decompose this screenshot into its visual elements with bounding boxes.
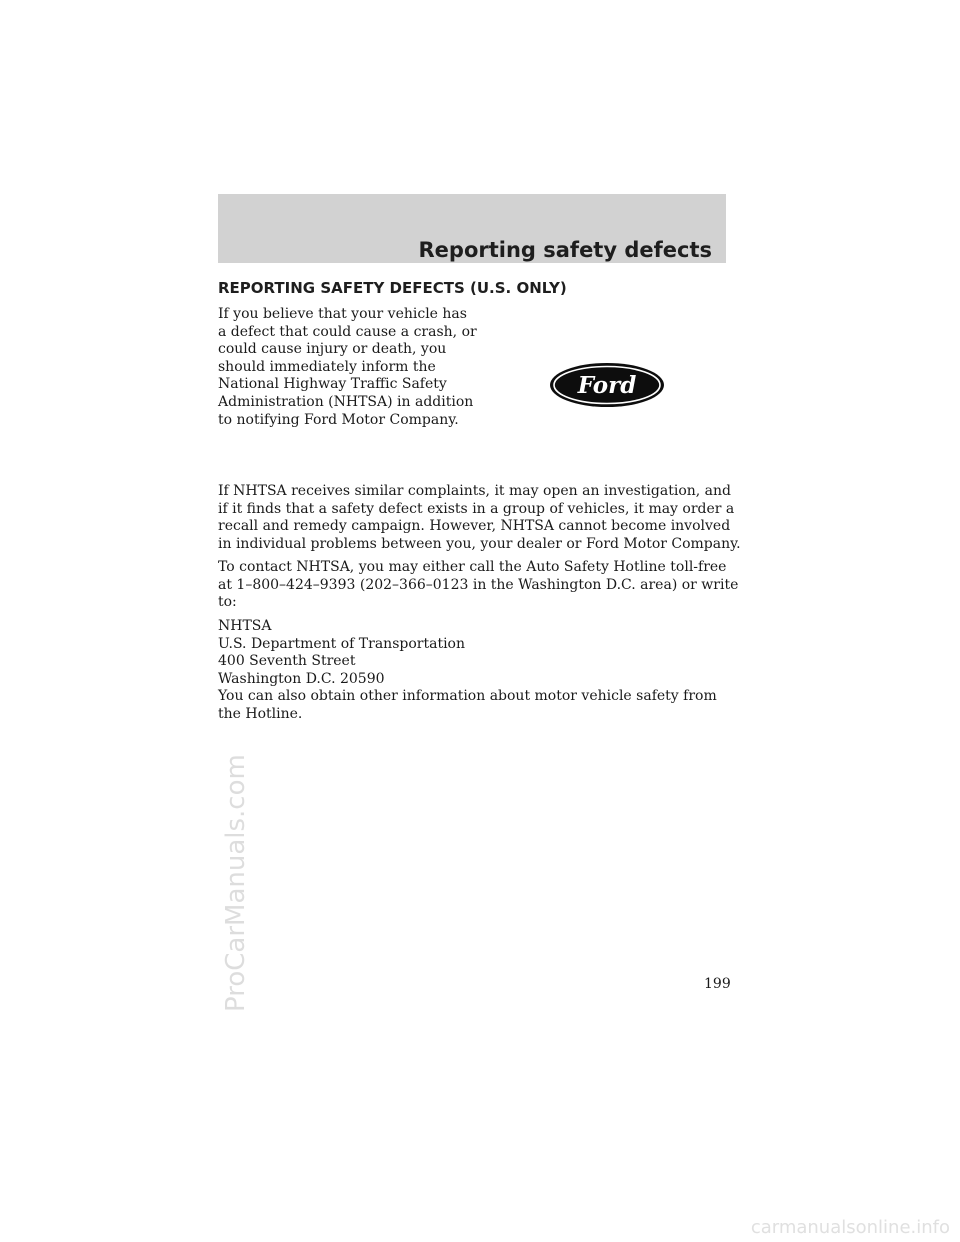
section-heading: REPORTING SAFETY DEFECTS (U.S. ONLY) (218, 279, 567, 297)
intro-paragraph (218, 306, 508, 429)
intro-line: a defect that could cause a crash, or (218, 323, 477, 340)
paragraph-line: recall and remedy campaign. However, NHTSA cannot become involved (218, 518, 731, 535)
footer-site-watermark: carmanualsonline.info (750, 1217, 950, 1238)
watermark: ProCarManuals.com (221, 754, 251, 1012)
paragraph-line: in individual problems between you, your dealer or Ford Motor Company. (218, 535, 741, 552)
address-block (218, 618, 465, 688)
intro-line: National Highway Traffic Safety (218, 376, 447, 393)
investigation-paragraph (218, 483, 741, 553)
intro-line: If you believe that your vehicle has (218, 306, 467, 322)
address-line: Washington D.C. 20590 (218, 670, 385, 687)
address-line: U.S. Department of Transportation (218, 635, 465, 652)
paragraph-line: If NHTSA receives similar complaints, it may open an investigation, and (218, 483, 731, 499)
paragraph-line: You can also obtain other information about motor vehicle safety from (218, 688, 717, 704)
page-title: Reporting safety defects (418, 238, 712, 262)
paragraph-line: to: (218, 594, 237, 611)
intro-line: could cause injury or death, you (218, 341, 447, 358)
address-line: NHTSA (218, 618, 272, 634)
ford-logo-icon (549, 362, 665, 408)
address-line: 400 Seventh Street (218, 653, 356, 670)
ford-logo-text: Ford (577, 372, 637, 399)
paragraph-line: To contact NHTSA, you may either call the Auto Safety Hotline toll-free (218, 559, 727, 575)
header-band (218, 194, 726, 263)
paragraph-line: if it finds that a safety defect exists in a group of vehicles, it may order a (218, 500, 735, 517)
intro-line: should immediately inform the (218, 358, 436, 375)
contact-paragraph (218, 559, 738, 612)
paragraph-line: the Hotline. (218, 705, 303, 722)
paragraph-line: at 1–800–424–9393 (202–366–0123 in the Washington D.C. area) or write (218, 576, 739, 593)
closing-paragraph (218, 688, 717, 723)
intro-line: Administration (NHTSA) in addition (218, 393, 474, 410)
intro-line: to notifying Ford Motor Company. (218, 411, 459, 428)
page-number: 199 (704, 976, 731, 992)
